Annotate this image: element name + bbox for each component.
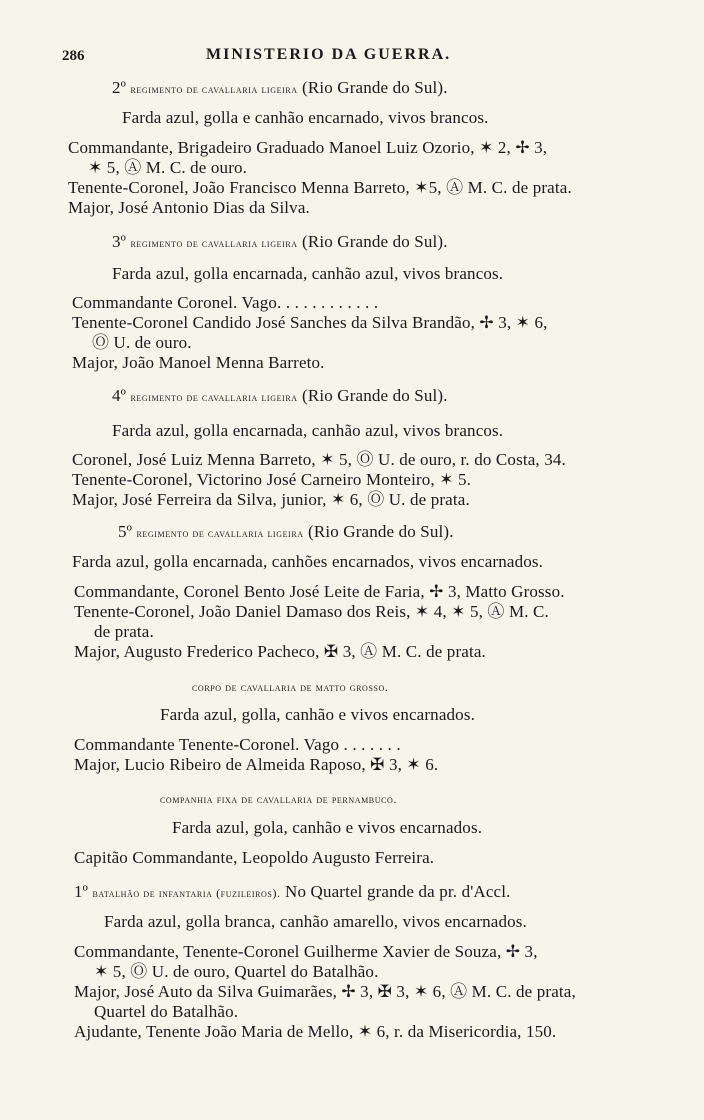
uniform-description: Farda azul, golla, canhão e vivos encarnados. [160, 705, 475, 724]
entry-line: Tenente-Coronel, João Francisco Menna Barreto, ✶5, Ⓐ M. C. de prata. [68, 178, 572, 197]
entry-line: Tenente-Coronel, João Daniel Damaso dos Reis, ✶ 4, ✶ 5, Ⓐ M. C. [74, 602, 549, 621]
entry-line: Commandante, Coronel Bento José Leite de Faria, ✢ 3, Matto Grosso. [74, 582, 565, 601]
uniform-description: Farda azul, golla encarnada, canhão azul, vivos brancos. [112, 421, 504, 440]
entry-line: Major, João Manoel Menna Barreto. [72, 353, 325, 372]
running-head-title: MINISTERIO DA GUERRA. [206, 46, 452, 63]
entry-line: Tenente-Coronel, Victorino José Carneiro Monteiro, ✶ 5. [72, 470, 472, 489]
entry-line: Major, Augusto Frederico Pacheco, ✠ 3, Ⓐ M. C. de prata. [74, 642, 486, 661]
entry-line: Major, José Ferreira da Silva, junior, ✶ 6, Ⓞ U. de prata. [72, 490, 470, 509]
entry-line: Quartel do Batalhão. [94, 1002, 239, 1021]
entry-line: Commandante Tenente-Coronel. Vago . . . . . . . [74, 735, 401, 754]
section-title: 1º batalhão de infantaria (fuzileiros). No Quartel grande da pr. d'Accl. [74, 882, 511, 901]
entry-line: Capitão Commandante, Leopoldo Augusto Ferreira. [74, 848, 435, 867]
page-number: 286 [62, 48, 85, 64]
uniform-description: Farda azul, gola, canhão e vivos encarnados. [172, 818, 483, 837]
entry-line: Tenente-Coronel Candido José Sanches da Silva Brandão, ✢ 3, ✶ 6, [72, 313, 548, 332]
entry-line: Major, José Antonio Dias da Silva. [68, 198, 310, 217]
entry-line: Ajudante, Tenente João Maria de Mello, ✶ 6, r. da Misericordia, 150. [74, 1022, 557, 1041]
section-title: 3º regimento de cavallaria ligeira (Rio Grande do Sul). [112, 232, 448, 251]
entry-line: Commandante, Brigadeiro Graduado Manoel Luiz Ozorio, ✶ 2, ✢ 3, [68, 138, 548, 157]
entry-line: Commandante Coronel. Vago. . . . . . . . . . . . [72, 293, 379, 312]
entry-line: Commandante, Tenente-Coronel Guilherme Xavier de Souza, ✢ 3, [74, 942, 538, 961]
section-title: 5º regimento de cavallaria ligeira (Rio Grande do Sul). [118, 522, 454, 541]
section-title: companhia fixa de cavallaria de pernambuco. [160, 792, 398, 806]
uniform-description: Farda azul, golla branca, canhão amarello, vivos encarnados. [104, 912, 527, 931]
uniform-description: Farda azul, golla encarnada, canhão azul, vivos brancos. [112, 264, 504, 283]
section-title: corpo de cavallaria de matto grosso. [192, 680, 389, 694]
entry-line: Major, Lucio Ribeiro de Almeida Raposo, ✠ 3, ✶ 6. [74, 755, 439, 774]
uniform-description: Farda azul, golla encarnada, canhões encarnados, vivos encarnados. [72, 552, 544, 571]
entry-line: ✶ 5, Ⓞ U. de ouro, Quartel do Batalhão. [94, 962, 379, 981]
section-title: 4º regimento de cavallaria ligeira (Rio Grande do Sul). [112, 386, 448, 405]
uniform-description: Farda azul, golla e canhão encarnado, vivos brancos. [122, 108, 489, 127]
section-title: 2º regimento de cavallaria ligeira (Rio Grande do Sul). [112, 78, 448, 97]
entry-line: Ⓞ U. de ouro. [92, 333, 192, 352]
entry-line: Major, José Auto da Silva Guimarães, ✢ 3, ✠ 3, ✶ 6, Ⓐ M. C. de prata, [74, 982, 576, 1001]
entry-line: Coronel, José Luiz Menna Barreto, ✶ 5, Ⓞ U. de ouro, r. do Costa, 34. [72, 450, 566, 469]
entry-line: de prata. [94, 622, 154, 641]
entry-line: ✶ 5, Ⓐ M. C. de ouro. [88, 158, 248, 177]
